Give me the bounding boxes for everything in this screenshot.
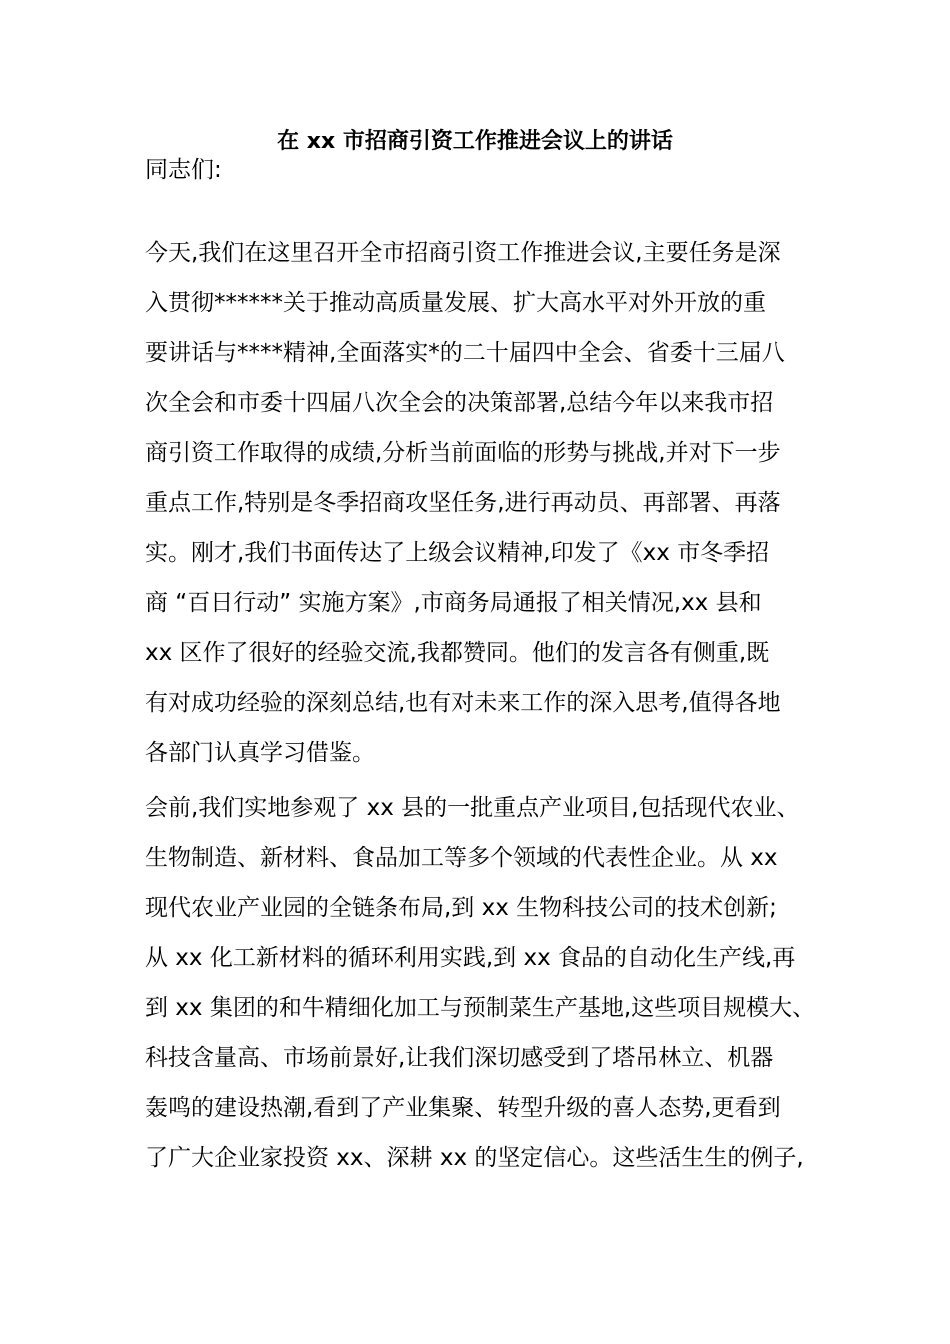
paragraph-line: 要讲话与****精神,全面落实*的二十届四中全会、省委十三届八 <box>145 340 785 366</box>
paragraph-line: 商引资工作取得的成绩,分析当前面临的形势与挑战,并对下一步 <box>145 440 781 466</box>
paragraph-line: xx 区作了很好的经验交流,我都赞同。他们的发言各有侧重,既 <box>145 640 770 666</box>
paragraph-line: 次全会和市委十四届八次全会的决策部署,总结今年以来我市招 <box>145 390 774 416</box>
paragraph-line: 会前,我们实地参观了 xx 县的一批重点产业项目,包括现代农业、 <box>145 795 800 821</box>
salutation: 同志们: <box>145 157 222 183</box>
paragraph-line: 轰鸣的建设热潮,看到了产业集聚、转型升级的喜人态势,更看到 <box>145 1095 781 1121</box>
paragraph-line: 入贯彻******关于推动高质量发展、扩大高水平对外开放的重 <box>145 290 766 316</box>
paragraph-line: 现代农业产业园的全链条布局,到 xx 生物科技公司的技术创新; <box>145 895 777 921</box>
paragraph-line: 有对成功经验的深刻总结,也有对未来工作的深入思考,值得各地 <box>145 690 781 716</box>
paragraph-line: 今天,我们在这里召开全市招商引资工作推进会议,主要任务是深 <box>145 240 781 266</box>
paragraph-line: 各部门认真学习借鉴。 <box>145 740 375 766</box>
paragraph-line: 从 xx 化工新材料的循环利用实践,到 xx 食品的自动化生产线,再 <box>145 945 796 971</box>
paragraph-line: 科技含量高、市场前景好,让我们深切感受到了塔吊林立、机器 <box>145 1045 774 1071</box>
paragraph-line: 到 xx 集团的和牛精细化加工与预制菜生产基地,这些项目规模大、 <box>145 995 816 1021</box>
document-title: 在 xx 市招商引资工作推进会议上的讲话 <box>277 129 673 154</box>
paragraph-line: 重点工作,特别是冬季招商攻坚任务,进行再动员、再部署、再落 <box>145 490 781 516</box>
paragraph-line: 实。刚才,我们书面传达了上级会议精神,印发了《xx 市冬季招 <box>145 540 770 566</box>
paragraph-line: 生物制造、新材料、食品加工等多个领域的代表性企业。从 xx <box>145 845 778 871</box>
paragraph-line: 商 “百日行动” 实施方案》,市商务局通报了相关情况,xx 县和 <box>145 590 762 616</box>
paragraph-line: 了广大企业家投资 xx、深耕 xx 的坚定信心。这些活生生的例子, <box>145 1145 804 1171</box>
